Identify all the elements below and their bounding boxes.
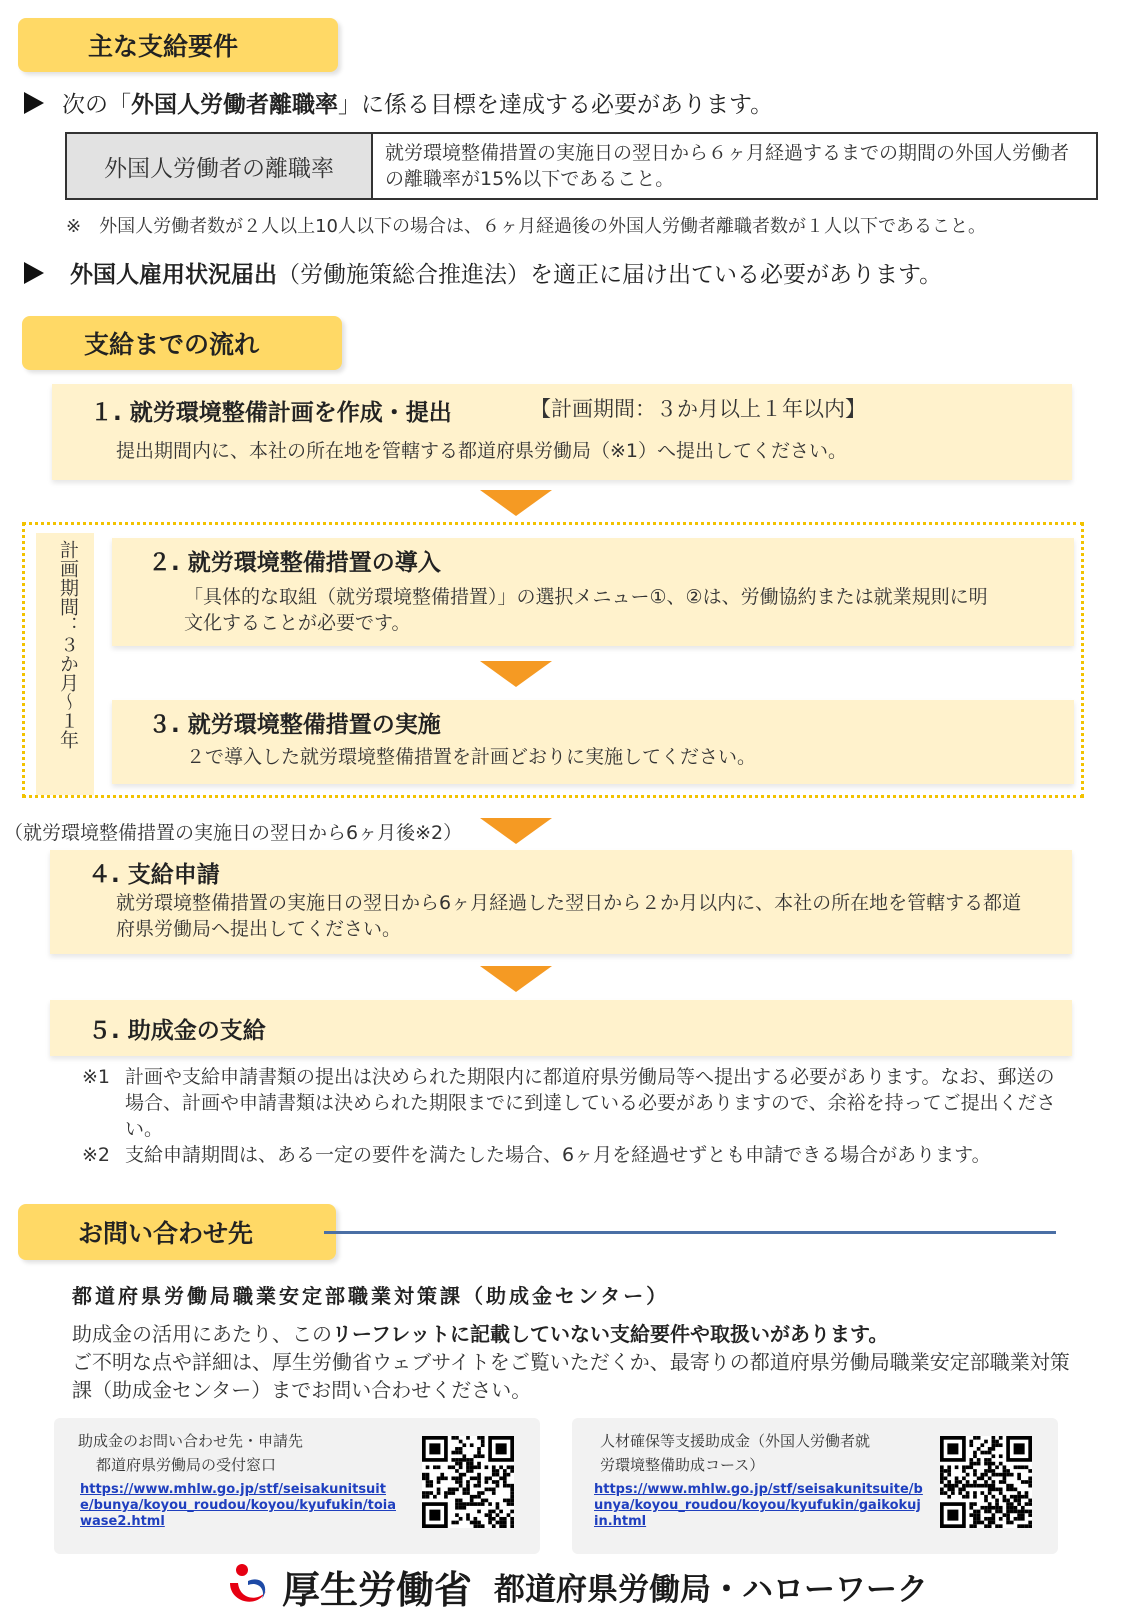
note-1-mark: ※1 [82,1066,111,1088]
step-5-title: ５. 助成金の支給 [88,1018,266,1044]
section-tag-flow [22,316,342,370]
qr-code-icon[interactable] [422,1436,514,1528]
step-1-description: 提出期間内に、本社の所在地を管轄する都道府県労働局（※1）へ提出してください。 [116,440,848,462]
turnover-rate-note: ※ 外国人労働者数が２人以上10人以下の場合は、６ヶ月経過後の外国人労働者離職者数が１人以下であること。 [66,216,986,237]
section-title-flow: 支給までの流れ [84,330,260,359]
requirement-2-suffix: （労働施策総合推進法）を適正に届け出ている必要があります。 [277,262,943,288]
section-tag-contact [18,1204,336,1260]
contact-divider [324,1231,1056,1234]
step-2-description: 「具体的な取組（就労環境整備措置）」の選択メニュー①、②は、労働協約または就業規則に明文化することが必要です。 [184,586,988,634]
contact-description [72,1320,1072,1404]
ministry-logo-icon [226,1561,272,1611]
card-2-label-1: 人材確保等支援助成金（外国人労働者就 [600,1432,871,1450]
step-1-title: １. 就労環境整備計画を作成・提出 [90,400,452,426]
step-4-title: ４. 支給申請 [88,862,220,888]
step-2-title: ２. 就労環境整備措置の導入 [148,550,441,576]
requirement-1-prefix: 次の「 [62,92,131,118]
flow-arrow-icon [480,818,552,844]
card-1-link[interactable]: https://www.mhlw.go.jp/stf/seisakunitsuite/bunya/koyou_roudou/koyou/kyufukin/toiawase2.html [80,1482,396,1529]
section-title-requirements: 主な支給要件 [88,32,239,61]
footer-ministry-name: 厚生労働省 [282,1566,473,1612]
card-2-link[interactable]: https://www.mhlw.go.jp/stf/seisakunitsuite/bunya/koyou_roudou/koyou/kyufukin/gaikokujin.html [594,1482,923,1529]
flow-arrow-icon [480,661,552,687]
requirement-item-1 [62,86,773,119]
section-tag-requirements [18,18,338,72]
requirement-2-keyword: 外国人雇用状況届出 [70,262,277,288]
card-2-label-2: 労環境整備助成コース） [600,1456,765,1474]
note-2: 支給申請期間は、ある一定の要件を満たした場合、6ヶ月を経過せずとも申請できる場合があります。 [125,1144,991,1166]
step-3-description: ２で導入した就労環境整備措置を計画どおりに実施してください。 [186,746,757,768]
contact-organization: 都道府県労働局職業安定部職業対策課（助成金センター） [72,1284,670,1308]
turnover-rate-label: 外国人労働者の離職率 [67,134,373,198]
step-4-description: 就労環境整備措置の実施日の翌日から6ヶ月経過した翌日から２か月以内に、本社の所在地を管轄する都道府県労働局へ提出してください。 [116,892,1022,940]
step-1-period: 【計画期間：３か月以上１年以内】 [530,397,866,421]
flow-arrow-icon [480,966,552,992]
note-2-mark: ※2 [82,1144,111,1166]
footer-bureau-name: 都道府県労働局・ハローワーク [494,1571,929,1608]
note-1: 計画や支給申請書類の提出は決められた期限内に都道府県労働局等へ提出する必要があります。なお、郵送の場合、計画や申請書類は決められた期限までに到達している必要がありますので、余裕を持ってご提出ください。 [125,1066,1056,1140]
turnover-rate-condition: 就労環境整備措置の実施日の翌日から６ヶ月経過するまでの期間の外国人労働者の離職率が15%以下であること。 [385,142,1070,190]
card-1-label-2: 都道府県労働局の受付窓口 [96,1456,277,1474]
section-title-contact: お問い合わせ先 [78,1219,254,1248]
requirement-item-2 [70,256,942,289]
footer [226,1556,928,1616]
contact-body-emphasis: リーフレットに記載していない支給要件や取扱いがあります。 [332,1322,889,1346]
contact-body-suffix: ご不明な点や詳細は、厚生労働省ウェブサイトをご覧いただくか、最寄りの都道府県労働局職業安定部職業対策課（助成金センター）までお問い合わせください。 [72,1350,1070,1402]
card-1-label-1: 助成金のお問い合わせ先・申請先 [78,1432,304,1450]
bullet-triangle-icon [24,262,44,284]
plan-period-label: 計画期間：３か月〜１年 [57,540,79,749]
requirement-1-keyword: 外国人労働者離職率 [131,92,338,118]
contact-body-prefix: 助成金の活用にあたり、この [72,1322,332,1346]
turnover-rate-table [65,132,1098,200]
step-3-title: ３. 就労環境整備措置の実施 [148,712,441,738]
qr-code-icon[interactable] [940,1436,1032,1528]
application-timing-note: （就労環境整備措置の実施日の翌日から6ヶ月後※2） [4,822,463,844]
requirement-1-suffix: 」に係る目標を達成する必要があります。 [338,92,774,118]
bullet-triangle-icon [24,92,44,114]
flow-arrow-icon [480,490,552,516]
